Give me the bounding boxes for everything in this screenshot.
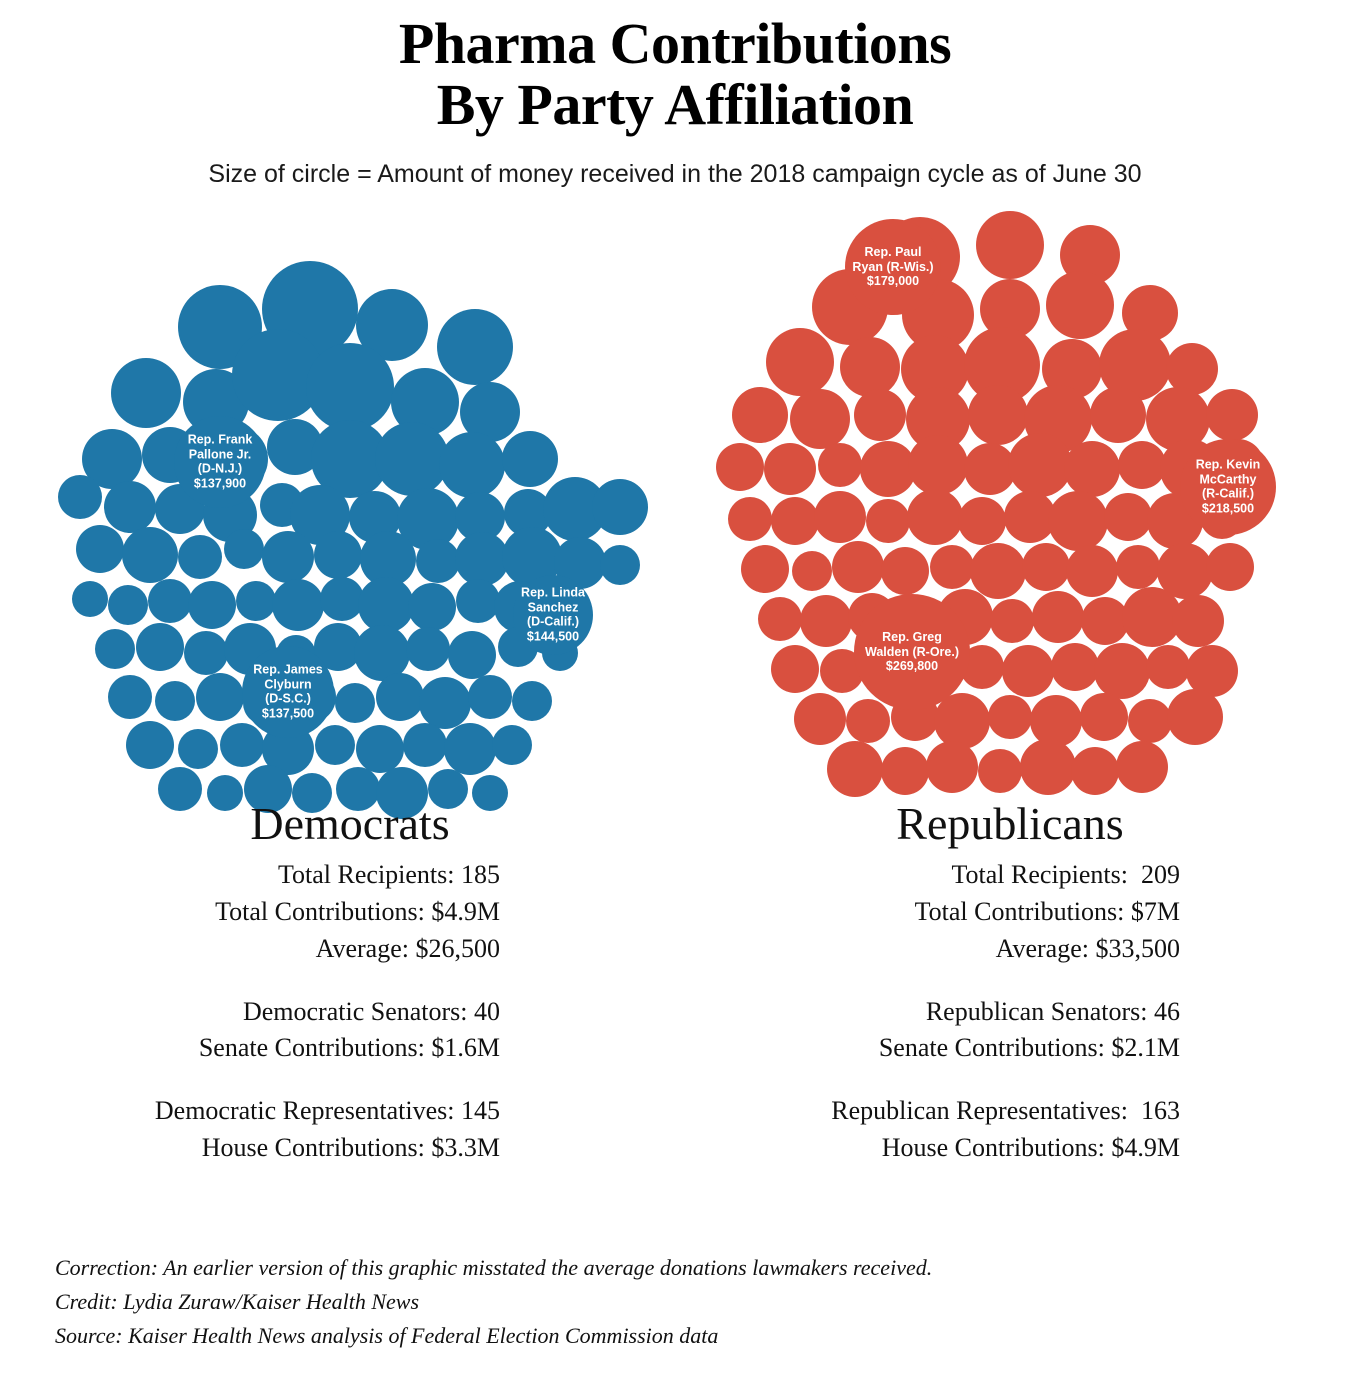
- bubble-rep: [1118, 441, 1166, 489]
- republicans-heading: Republicans: [896, 797, 1124, 849]
- bubble-rep: [1206, 543, 1254, 591]
- bubble-labeled-dem: [242, 646, 334, 738]
- stat-line: Total Recipients: 209: [951, 859, 1180, 889]
- footnote-source: Source: Kaiser Health News analysis of Federal Election Commission data: [55, 1322, 719, 1348]
- bubble-dem: [320, 577, 364, 621]
- chart-subtitle: Size of circle = Amount of money received in the 2018 campaign cycle as of June 30: [208, 159, 1142, 188]
- bubble-dem: [416, 539, 460, 583]
- bubble-dem: [444, 723, 496, 775]
- bubble-dem: [600, 545, 640, 585]
- bubble-dem: [122, 527, 178, 583]
- page-title: [0, 0, 1350, 136]
- bubble-rep: [854, 389, 906, 441]
- stat-block: [680, 857, 1180, 968]
- stat-line: House Contributions: $3.3M: [201, 1133, 500, 1163]
- bubble-label: Rep. Kevin McCarthy (R-Calif.) $218,500: [1195, 457, 1261, 516]
- bubble-rep: [1032, 591, 1084, 643]
- bubble-rep: [1008, 433, 1072, 497]
- democrats-heading: Democrats: [250, 797, 450, 849]
- stat-line: Average: $26,500: [315, 933, 500, 963]
- bubble-rep: [926, 741, 978, 793]
- stat-block: [680, 994, 1180, 1068]
- stat-line: Senate Contributions: $2.1M: [878, 1033, 1180, 1063]
- bubble-rep: [771, 645, 819, 693]
- title-line-1: Pharma Contributions: [398, 11, 952, 76]
- bubble-labeled-dem: [513, 575, 593, 655]
- bubble-rep: [790, 389, 850, 449]
- bubble-rep: [758, 597, 802, 641]
- bubble-dem: [108, 675, 152, 719]
- bubble-dem: [455, 532, 509, 586]
- footnote-correction: Correction: An earlier version of this graphic misstated the average donations lawmakers received.: [55, 1254, 933, 1280]
- democrat-bubble-pack: [20, 197, 680, 857]
- bubble-rep: [1128, 699, 1172, 743]
- bubble-rep: [1090, 387, 1146, 443]
- stat-line: Republican Representatives: 163: [831, 1096, 1180, 1126]
- bubble-dem: [314, 531, 362, 579]
- bubble-rep: [732, 387, 788, 443]
- bubble-rep: [1167, 689, 1223, 745]
- bubble-dem: [178, 535, 222, 579]
- bubble-rep: [1206, 389, 1258, 441]
- bubble-labeled-rep: [845, 219, 941, 315]
- bubble-dem: [456, 579, 500, 623]
- bubble-dem: [220, 723, 264, 767]
- bubble-dem: [439, 432, 505, 498]
- bubble-rep: [1048, 491, 1108, 551]
- footnotes: [55, 1251, 932, 1353]
- bubble-dem: [592, 479, 648, 535]
- stats-section: [0, 857, 1350, 1163]
- bubble-dem: [403, 723, 447, 767]
- bubble-rep: [881, 747, 929, 795]
- bubble-dem: [376, 673, 424, 721]
- bubble-rep: [881, 547, 929, 595]
- bubble-dem: [188, 581, 236, 629]
- bubble-dem: [502, 431, 558, 487]
- stat-block: [0, 994, 500, 1068]
- bubble-dem: [196, 673, 244, 721]
- bubble-rep: [832, 541, 884, 593]
- bubble-dem: [375, 422, 449, 496]
- stat-line: Democratic Representatives: 145: [154, 1096, 500, 1126]
- bubble-rep: [1104, 493, 1152, 541]
- bubble-rep: [988, 695, 1032, 739]
- bubble-dem: [108, 585, 148, 625]
- bubble-label: Rep. Paul Ryan (R-Wis.) $179,000: [852, 244, 934, 289]
- bubble-label: Rep. Frank Pallone Jr. (D-N.J.) $137,900: [187, 432, 253, 491]
- bubble-rep: [908, 435, 968, 495]
- bubble-rep: [1022, 543, 1070, 591]
- bubble-rep: [930, 545, 974, 589]
- bubble-dem: [236, 581, 276, 621]
- bubble-rep: [800, 595, 852, 647]
- bubble-rep: [866, 499, 910, 543]
- bubble-dem: [315, 725, 355, 765]
- bubble-rep: [792, 551, 832, 591]
- bubble-labeled-rep: [1180, 439, 1276, 535]
- title-line-2: By Party Affiliation: [436, 71, 914, 137]
- democrat-stats: [0, 857, 500, 1193]
- bubble-dem: [76, 525, 124, 573]
- bubble-rep: [794, 693, 846, 745]
- bubble-rep: [1116, 545, 1160, 589]
- stat-line: Total Contributions: $7M: [914, 896, 1180, 926]
- bubble-dem: [148, 579, 192, 623]
- bubble-dem: [306, 343, 394, 431]
- bubble-dem: [272, 579, 324, 631]
- bubble-rep: [958, 497, 1006, 545]
- stat-line: Democratic Senators: 40: [242, 996, 500, 1026]
- bubble-dem: [178, 729, 218, 769]
- bubble-rep: [907, 489, 963, 545]
- bubble-dem: [335, 683, 375, 723]
- bubble-rep: [1094, 643, 1150, 699]
- bubble-dem: [419, 677, 471, 729]
- bubble-dem: [136, 623, 184, 671]
- bubble-label: Rep. Greg Walden (R-Ore.) $269,800: [865, 629, 959, 674]
- bubble-dem: [492, 725, 532, 765]
- bubble-rep: [1020, 739, 1076, 795]
- stat-line: Total Recipients: 185: [277, 859, 500, 889]
- bubble-rep: [1172, 595, 1224, 647]
- bubble-label: Rep. Linda Sanchez (D-Calif.) $144,500: [521, 585, 585, 644]
- bubble-chart: [0, 197, 1350, 857]
- stat-line: House Contributions: $4.9M: [881, 1133, 1180, 1163]
- bubble-rep: [771, 497, 819, 545]
- bubble-rep: [970, 543, 1026, 599]
- bubble-rep: [968, 385, 1028, 445]
- bubble-rep: [716, 443, 764, 491]
- bubble-rep: [1071, 747, 1119, 795]
- bubble-labeled-rep: [854, 594, 970, 710]
- bubble-dem: [95, 629, 135, 669]
- stat-line: Senate Contributions: $1.6M: [198, 1033, 500, 1063]
- bubble-rep: [990, 599, 1034, 643]
- bubble-dem: [126, 721, 174, 769]
- bubble-rep: [840, 337, 900, 397]
- bubble-rep: [827, 741, 883, 797]
- bubble-dem: [262, 531, 314, 583]
- bubble-rep: [1030, 695, 1082, 747]
- bubble-dem: [512, 681, 552, 721]
- bubble-rep: [728, 497, 772, 541]
- bubble-dem: [155, 681, 195, 721]
- stat-block: [680, 1093, 1180, 1167]
- bubble-dem: [111, 358, 181, 428]
- bubble-dem: [448, 631, 496, 679]
- bubble-rep: [976, 211, 1044, 279]
- bubble-dem: [406, 627, 450, 671]
- bubble-rep: [1002, 645, 1054, 697]
- bubble-rep: [818, 443, 862, 487]
- bubble-rep: [1064, 441, 1120, 497]
- republican-bubble-pack: [680, 197, 1340, 857]
- stat-line: Average: $33,500: [995, 933, 1180, 963]
- bubble-rep: [1066, 545, 1118, 597]
- bubble-rep: [1080, 693, 1128, 741]
- bubble-rep: [846, 699, 890, 743]
- bubble-rep: [978, 749, 1022, 793]
- bubble-rep: [741, 545, 789, 593]
- stat-line: Republican Senators: 46: [925, 996, 1180, 1026]
- bubble-dem: [468, 675, 512, 719]
- bubble-dem: [58, 475, 102, 519]
- bubble-dem: [224, 529, 264, 569]
- bubble-rep: [1046, 271, 1114, 339]
- bubble-dem: [104, 481, 156, 533]
- bubble-rep: [1146, 645, 1190, 689]
- bubble-rep: [814, 491, 866, 543]
- bubble-dem: [437, 309, 513, 385]
- republican-stats: [680, 857, 1180, 1193]
- bubble-dem: [408, 583, 456, 631]
- bubble-dem: [72, 581, 108, 617]
- bubble-rep: [764, 443, 816, 495]
- bubble-dem: [356, 725, 404, 773]
- bubble-label: Rep. James Clyburn (D-S.C.) $137,500: [253, 662, 323, 721]
- bubble-rep: [1116, 741, 1168, 793]
- stat-block: [0, 857, 500, 968]
- bubble-rep: [766, 328, 834, 396]
- bubble-rep: [1051, 643, 1099, 691]
- bubble-labeled-dem: [174, 416, 266, 508]
- stat-block: [0, 1093, 500, 1167]
- bubble-dem: [184, 631, 228, 675]
- footnote-credit: Credit: Lydia Zuraw/Kaiser Health News: [55, 1288, 419, 1314]
- stat-line: Total Contributions: $4.9M: [215, 896, 500, 926]
